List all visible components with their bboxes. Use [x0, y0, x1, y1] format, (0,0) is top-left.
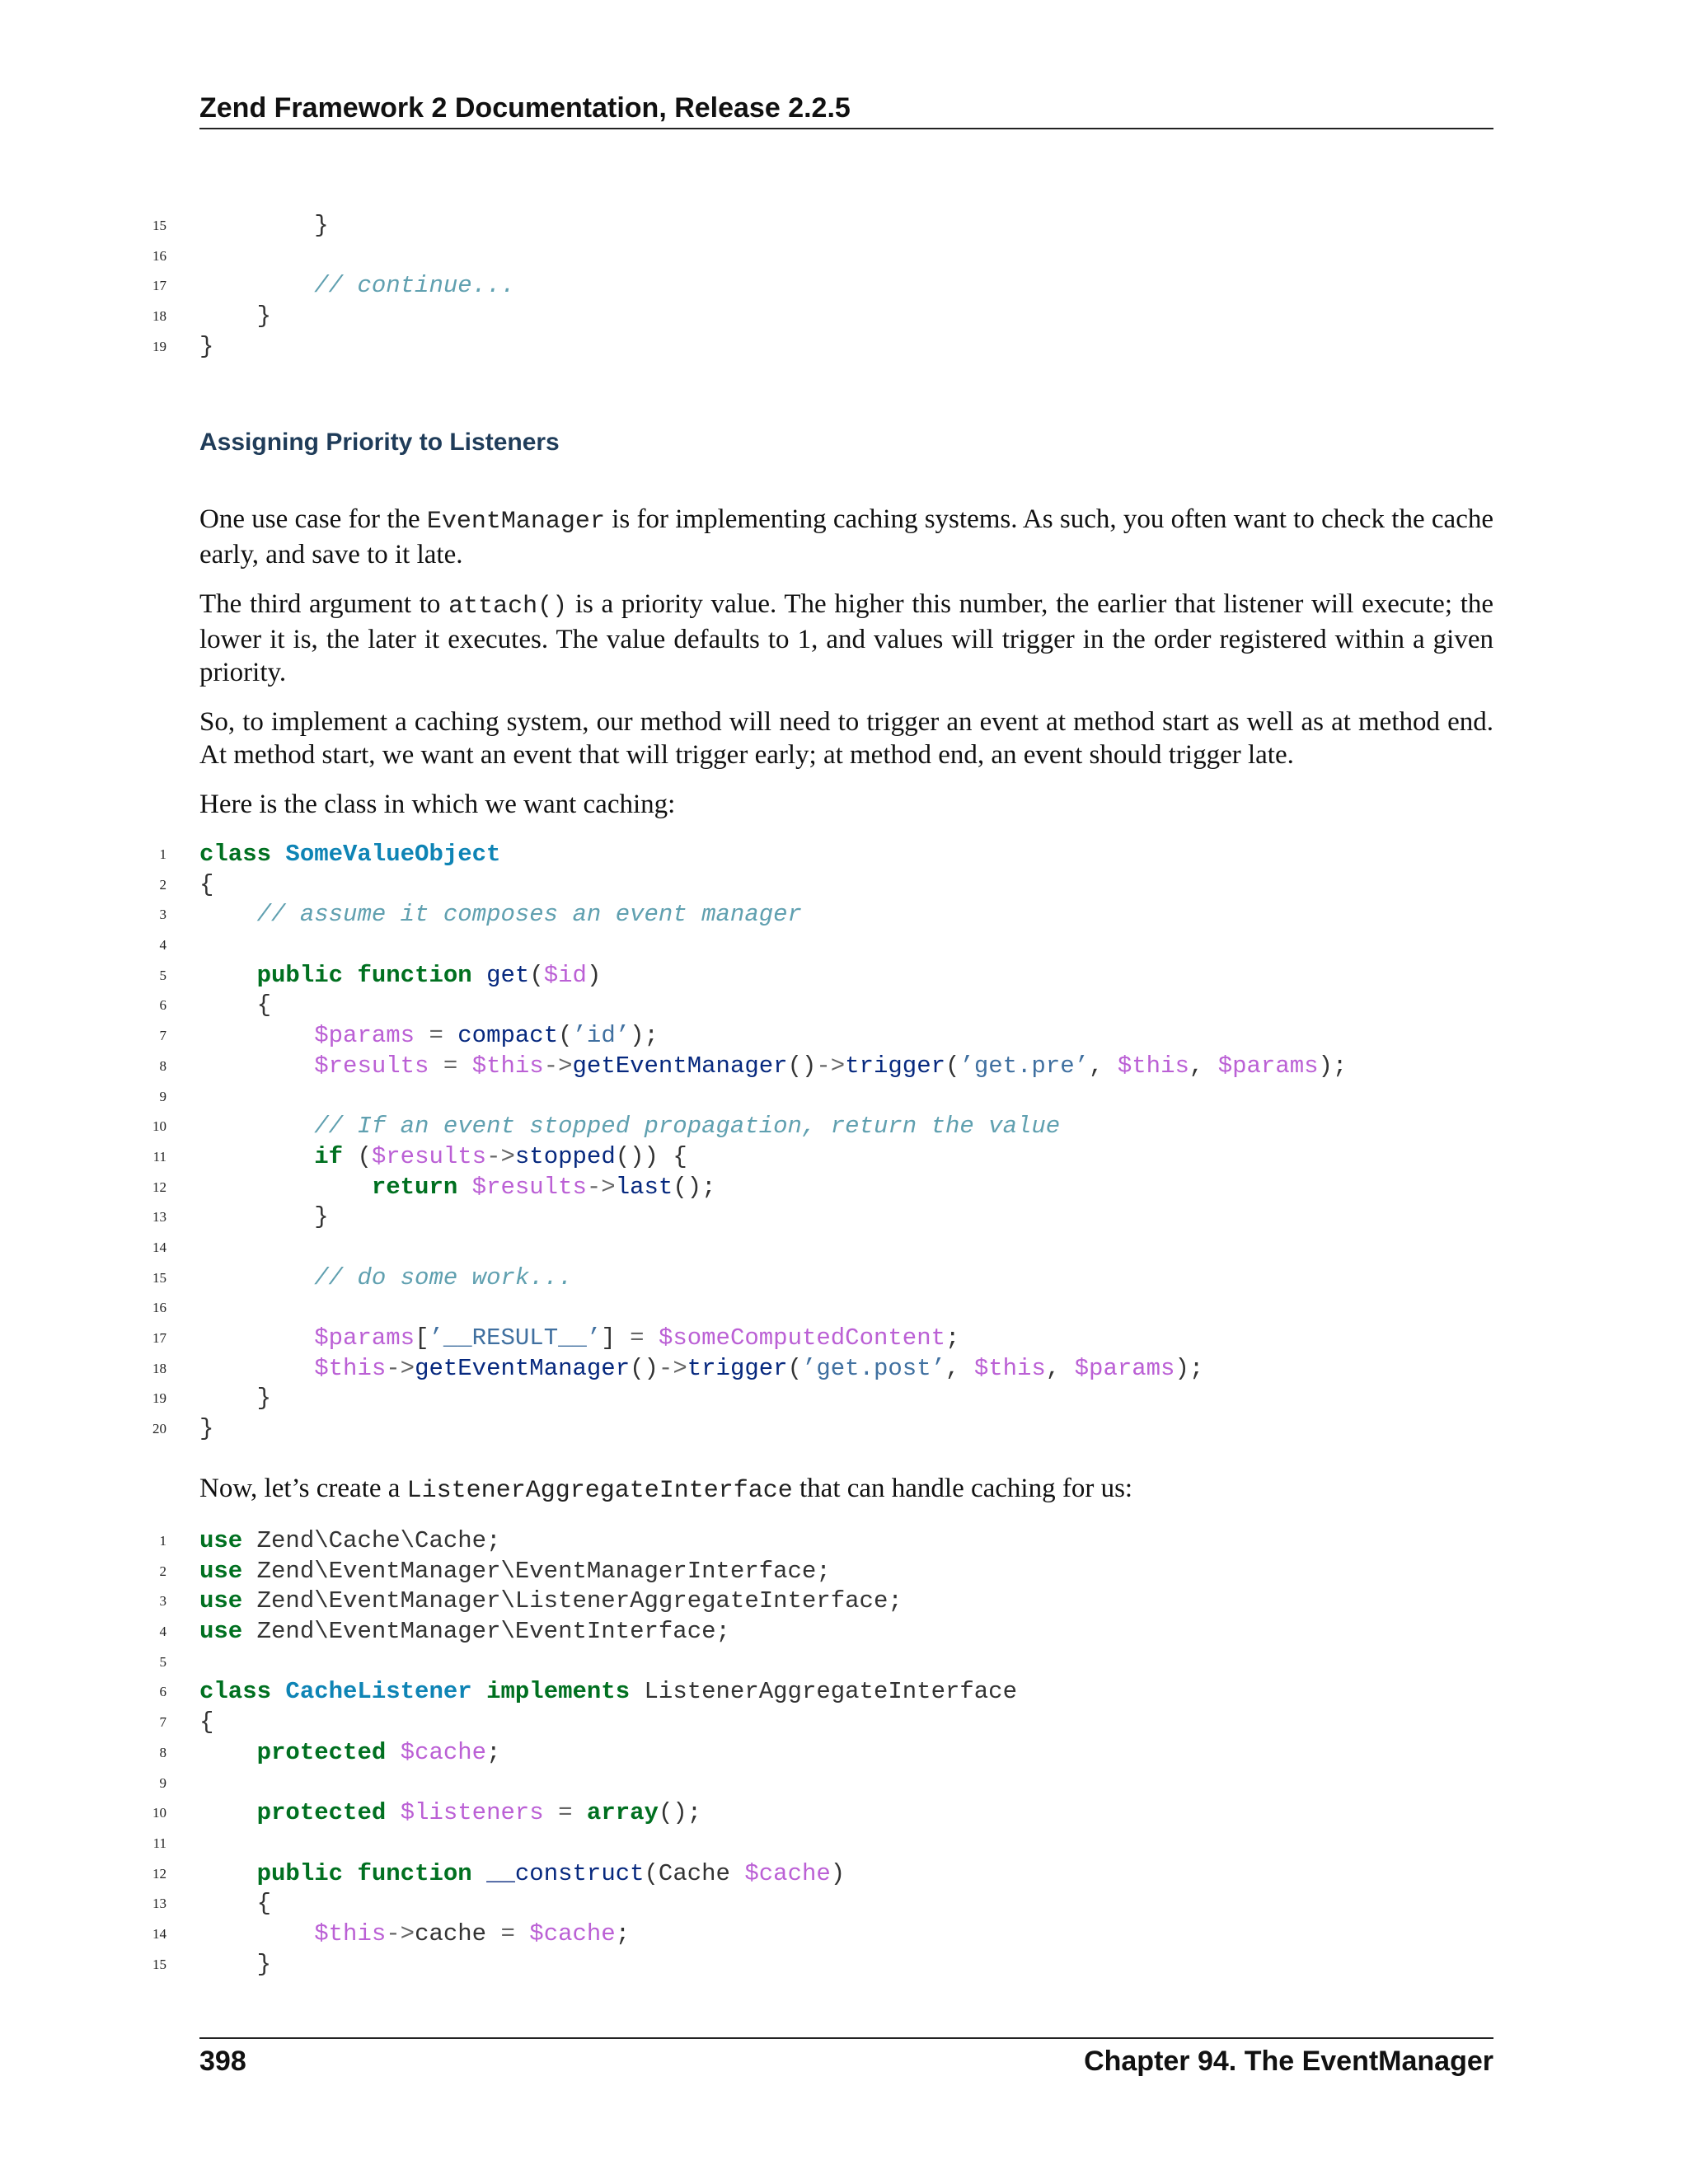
code-token: (	[787, 1354, 802, 1382]
code-token: ,	[945, 1354, 974, 1382]
code-token: SomeValueObject	[285, 841, 501, 868]
code-token: use	[199, 1527, 243, 1554]
line-number: 19	[152, 1390, 166, 1407]
code-token: ;	[615, 1919, 631, 1947]
code-token	[199, 1920, 314, 1947]
code-text	[199, 1414, 213, 1445]
code-token	[199, 1860, 257, 1887]
code-line	[0, 1647, 1688, 1678]
code-token: if	[314, 1142, 344, 1170]
code-line	[0, 241, 1688, 272]
code-text	[199, 1950, 271, 1980]
code-text	[199, 1738, 501, 1769]
code-token: $this	[973, 1354, 1046, 1382]
running-footer	[199, 2037, 1493, 2078]
code-token: ->	[486, 1142, 515, 1170]
code-text	[199, 1142, 687, 1173]
code-token: )	[830, 1859, 846, 1887]
code-token: ,	[1089, 1052, 1118, 1080]
code-text	[199, 1202, 329, 1233]
line-number: 7	[159, 1714, 166, 1731]
code-token: $this	[314, 1919, 387, 1947]
code-line	[0, 1586, 1688, 1617]
code-token: ->	[816, 1052, 846, 1080]
code-token: $results	[314, 1052, 429, 1080]
code-token	[457, 1174, 471, 1201]
code-token	[199, 272, 314, 299]
code-line	[0, 1324, 1688, 1354]
code-token	[271, 1678, 285, 1705]
code-token	[386, 1799, 400, 1826]
code-token: implements	[486, 1678, 631, 1706]
code-token: }	[199, 212, 329, 239]
code-token: ListenerAggregateInterface	[630, 1678, 1017, 1706]
code-line	[0, 211, 1688, 241]
code-token: (	[558, 1022, 573, 1050]
code-token	[544, 1799, 558, 1826]
code-token: =	[558, 1799, 573, 1827]
code-line	[0, 1798, 1688, 1829]
line-number: 3	[159, 907, 166, 923]
code-token	[199, 1355, 314, 1382]
code-line	[0, 1829, 1688, 1859]
code-token: public	[256, 961, 344, 989]
code-token: }	[199, 1203, 329, 1231]
code-token: class	[199, 1678, 272, 1706]
line-number: 16	[152, 1300, 166, 1316]
code-line	[0, 1202, 1688, 1233]
line-number: 6	[159, 1684, 166, 1700]
code-token: }	[199, 1415, 214, 1443]
line-number: 3	[159, 1593, 166, 1610]
code-token	[515, 1920, 529, 1947]
code-token: }	[199, 1950, 272, 1978]
code-text	[199, 1889, 271, 1919]
code-text	[199, 211, 329, 241]
code-text	[199, 1617, 730, 1647]
line-number: 14	[152, 1239, 166, 1255]
code-token: ->	[386, 1354, 415, 1382]
line-number: 15	[152, 1269, 166, 1286]
code-token: ()) {	[615, 1142, 687, 1170]
code-token: ()	[787, 1052, 817, 1080]
code-token: ’__RESULT__’	[429, 1324, 602, 1352]
code-token: )	[586, 961, 602, 989]
code-text	[199, 1919, 630, 1950]
code-token: ->	[543, 1052, 573, 1080]
code-line	[0, 271, 1688, 302]
line-number: 12	[152, 1179, 166, 1195]
code-token: );	[1318, 1052, 1348, 1080]
line-number: 2	[159, 1563, 166, 1579]
code-token: $results	[471, 1173, 587, 1201]
code-token	[271, 841, 285, 868]
code-line	[0, 1557, 1688, 1587]
code-line	[0, 840, 1688, 870]
code-token	[343, 1860, 357, 1887]
chapter-title: Chapter 94. The EventManager	[1084, 2046, 1493, 2077]
code-text	[199, 1859, 845, 1890]
code-text	[199, 1263, 573, 1294]
code-token	[415, 1022, 429, 1049]
code-token: }	[199, 302, 272, 330]
code-text	[199, 991, 271, 1021]
code-token	[199, 1799, 257, 1826]
code-line	[0, 1263, 1688, 1294]
code-line	[0, 991, 1688, 1021]
code-line	[0, 1708, 1688, 1738]
code-token: {	[199, 991, 272, 1019]
code-text	[199, 1586, 903, 1617]
code-text	[199, 271, 515, 302]
code-token: trigger	[687, 1354, 788, 1382]
section-heading: Assigning Priority to Listeners	[199, 429, 560, 456]
code-text	[199, 1173, 716, 1203]
code-token: ;	[945, 1324, 960, 1352]
line-number: 6	[159, 997, 166, 1014]
code-token: Zend\EventManager\EventManagerInterface;	[242, 1557, 831, 1585]
code-token: function	[357, 961, 472, 989]
line-number: 1	[159, 846, 166, 862]
code-token: $params	[314, 1324, 415, 1352]
line-number: 2	[159, 876, 166, 893]
line-number: 12	[152, 1865, 166, 1882]
body-text	[199, 503, 1493, 837]
paragraph-5: Now, let’s create a ListenerAggregateInterface that can handle caching for us:	[199, 1474, 1133, 1505]
code-token: Zend\Cache\Cache;	[242, 1527, 501, 1554]
code-line	[0, 961, 1688, 991]
code-text	[199, 1526, 500, 1557]
code-token: (	[945, 1052, 960, 1080]
code-token: $cache	[400, 1738, 487, 1766]
code-token: =	[429, 1022, 443, 1050]
code-token: public	[256, 1859, 344, 1887]
code-line	[0, 930, 1688, 961]
code-token: get	[486, 961, 530, 989]
line-number: 18	[152, 1360, 166, 1376]
code-token: ()	[630, 1354, 659, 1382]
code-line	[0, 1021, 1688, 1052]
code-token: stopped	[514, 1142, 616, 1170]
code-token: {	[199, 1708, 214, 1736]
code-token	[199, 1022, 314, 1049]
line-number: 4	[159, 1624, 166, 1640]
line-number: 9	[159, 1774, 166, 1791]
code-token: use	[199, 1618, 243, 1646]
code-line	[0, 1889, 1688, 1919]
code-token	[199, 901, 257, 928]
code-token: ;	[486, 1738, 501, 1766]
code-token: =	[443, 1052, 458, 1080]
code-token: }	[199, 332, 214, 360]
code-token: use	[199, 1557, 243, 1585]
line-number: 11	[152, 1835, 166, 1851]
code-token: $this	[471, 1052, 544, 1080]
code-token: use	[199, 1587, 243, 1615]
code-text	[199, 1708, 213, 1738]
code-token: );	[630, 1022, 659, 1050]
code-token	[573, 1799, 587, 1826]
code-token: protected	[256, 1738, 387, 1766]
line-number: 4	[159, 937, 166, 954]
code-token	[199, 1739, 257, 1766]
code-text	[199, 1798, 701, 1829]
code-token	[199, 1264, 314, 1291]
code-token: $this	[314, 1354, 387, 1382]
code-token	[199, 1174, 372, 1201]
running-header	[199, 92, 1493, 129]
code-text	[199, 1677, 1017, 1708]
code-text	[199, 1052, 1347, 1082]
code-token: ->	[586, 1173, 616, 1201]
code-text	[199, 1354, 1203, 1385]
code-token: $this	[1117, 1052, 1189, 1080]
code-token: ’get.post’	[801, 1354, 945, 1382]
line-number: 17	[152, 278, 166, 294]
code-text	[199, 1112, 1060, 1142]
code-token: $listeners	[400, 1799, 544, 1827]
line-number: 15	[152, 1956, 166, 1972]
code-token: );	[1175, 1354, 1204, 1382]
code-token: (Cache	[644, 1859, 745, 1887]
code-token: getEventManager	[415, 1354, 631, 1382]
code-text	[199, 840, 500, 870]
code-token: last	[615, 1173, 673, 1201]
code-text	[199, 332, 213, 363]
code-token: return	[371, 1173, 458, 1201]
code-token: class	[199, 841, 272, 868]
code-token: (	[529, 961, 544, 989]
code-token: ’get.pre’	[959, 1052, 1090, 1080]
code-token: compact	[457, 1022, 559, 1050]
code-token	[343, 962, 357, 989]
code-token	[199, 1324, 314, 1352]
code-line	[0, 1950, 1688, 1980]
inline-code: EventManager	[426, 508, 605, 536]
code-token	[199, 1143, 314, 1170]
code-token	[457, 1052, 471, 1080]
code-token: $cache	[529, 1919, 616, 1947]
code-token: array	[586, 1799, 659, 1827]
line-number: 18	[152, 308, 166, 325]
code-token: ->	[386, 1919, 415, 1947]
code-line	[0, 1677, 1688, 1708]
code-line	[0, 302, 1688, 332]
code-token: $params	[1217, 1052, 1319, 1080]
line-number: 10	[152, 1805, 166, 1821]
code-token: ,	[1189, 1052, 1218, 1080]
paragraph-4: Here is the class in which we want caching:	[199, 790, 676, 819]
line-number: 1	[159, 1533, 166, 1549]
code-text	[199, 1324, 959, 1354]
code-token: // do some work...	[314, 1263, 573, 1291]
line-number: 5	[159, 1653, 166, 1670]
line-number: 8	[159, 1744, 166, 1760]
code-token: ();	[673, 1173, 716, 1201]
line-number: 7	[159, 1028, 166, 1044]
line-number: 13	[152, 1896, 166, 1912]
code-token: $cache	[744, 1859, 831, 1887]
code-text	[199, 1557, 831, 1587]
code-token	[472, 1860, 486, 1887]
line-number: 11	[152, 1148, 166, 1165]
code-token: =	[630, 1324, 645, 1352]
code-token: =	[500, 1919, 515, 1947]
code-token: ’id’	[572, 1022, 631, 1050]
code-token: Zend\EventManager\EventInterface;	[242, 1618, 730, 1646]
code-text	[199, 1384, 271, 1414]
code-token: {	[199, 1890, 272, 1918]
code-line	[0, 1052, 1688, 1082]
line-number: 9	[159, 1088, 166, 1104]
code-line	[0, 1142, 1688, 1173]
line-number: 15	[152, 218, 166, 233]
code-token	[199, 962, 257, 989]
code-token: ();	[658, 1799, 702, 1827]
inline-code: attach()	[448, 593, 568, 621]
code-block-cache-listener	[0, 1526, 1688, 1980]
code-token: CacheListener	[285, 1678, 472, 1706]
code-line	[0, 1859, 1688, 1890]
code-token: $id	[543, 961, 587, 989]
line-number: 8	[159, 1057, 166, 1074]
code-token: protected	[256, 1799, 387, 1827]
line-number: 5	[159, 967, 166, 983]
code-token: ->	[658, 1354, 687, 1382]
code-line	[0, 1617, 1688, 1647]
line-number: 10	[152, 1118, 166, 1135]
code-line	[0, 870, 1688, 901]
code-token	[386, 1739, 400, 1766]
code-token: // If an event stopped propagation, return the value	[314, 1113, 1061, 1141]
code-token: cache	[415, 1919, 501, 1947]
code-token: $someComputedContent	[658, 1324, 945, 1352]
code-token	[443, 1022, 457, 1049]
code-token: $params	[1074, 1354, 1175, 1382]
code-token	[199, 1052, 314, 1080]
code-token: (	[343, 1142, 372, 1170]
code-line	[0, 332, 1688, 363]
code-token: // assume it composes an event manager	[256, 901, 802, 929]
code-line	[0, 1233, 1688, 1263]
code-block-continuation	[0, 211, 1688, 362]
code-text	[199, 900, 802, 930]
code-token: ]	[601, 1324, 631, 1352]
code-token: }	[199, 1385, 272, 1413]
code-token: function	[357, 1859, 472, 1887]
code-token: getEventManager	[572, 1052, 788, 1080]
code-token: Zend\EventManager\ListenerAggregateInterface;	[242, 1587, 903, 1615]
code-token	[429, 1052, 443, 1080]
code-text	[199, 870, 213, 901]
code-token: // continue...	[314, 272, 515, 300]
code-token: trigger	[845, 1052, 946, 1080]
code-text	[199, 302, 271, 332]
code-token: $results	[371, 1142, 487, 1170]
code-block-some-value-object	[0, 840, 1688, 1445]
code-token: {	[199, 870, 214, 898]
code-line	[0, 1112, 1688, 1142]
code-line	[0, 1414, 1688, 1445]
code-line	[0, 1919, 1688, 1950]
line-number: 20	[152, 1421, 166, 1437]
code-line	[0, 1354, 1688, 1385]
code-token	[645, 1324, 659, 1352]
inline-code: ListenerAggregateInterface	[406, 1477, 793, 1505]
code-token	[199, 1113, 314, 1140]
code-line	[0, 1526, 1688, 1557]
paragraph-1: One use case for the EventManager is for implementing caching systems. As such, you often want to check the cache early, and save to it late.	[199, 504, 1493, 569]
document-title: Zend Framework 2 Documentation, Release 2.2.5	[199, 92, 851, 124]
code-line	[0, 1293, 1688, 1324]
line-number: 13	[152, 1209, 166, 1226]
code-line	[0, 900, 1688, 930]
code-line	[0, 1384, 1688, 1414]
code-line	[0, 1082, 1688, 1113]
code-line	[0, 1769, 1688, 1799]
code-text	[199, 1021, 659, 1052]
paragraph-3: So, to implement a caching system, our method will need to trigger an event at method start as well as at method end. At method start, we want an event that will trigger early; at method end, an event should trigger late.	[199, 707, 1493, 770]
paragraph-2: The third argument to attach() is a priority value. The higher this number, the earlier that listener will execute; the lower it is, the later it executes. The value defaults to 1, and values will trigger in the order registered within a given priority.	[199, 589, 1494, 687]
code-token	[472, 962, 486, 989]
line-number: 16	[152, 247, 166, 264]
code-token	[472, 1678, 486, 1705]
line-number: 17	[152, 1330, 166, 1346]
code-token: $params	[314, 1022, 415, 1050]
line-number: 19	[152, 338, 166, 354]
page-number: 398	[199, 2046, 246, 2077]
code-line	[0, 1173, 1688, 1203]
code-line	[0, 1738, 1688, 1769]
line-number: 14	[152, 1925, 166, 1942]
code-token: __construct	[486, 1859, 645, 1887]
code-token: [	[415, 1324, 429, 1352]
code-token: ,	[1045, 1354, 1075, 1382]
code-text	[199, 961, 601, 991]
